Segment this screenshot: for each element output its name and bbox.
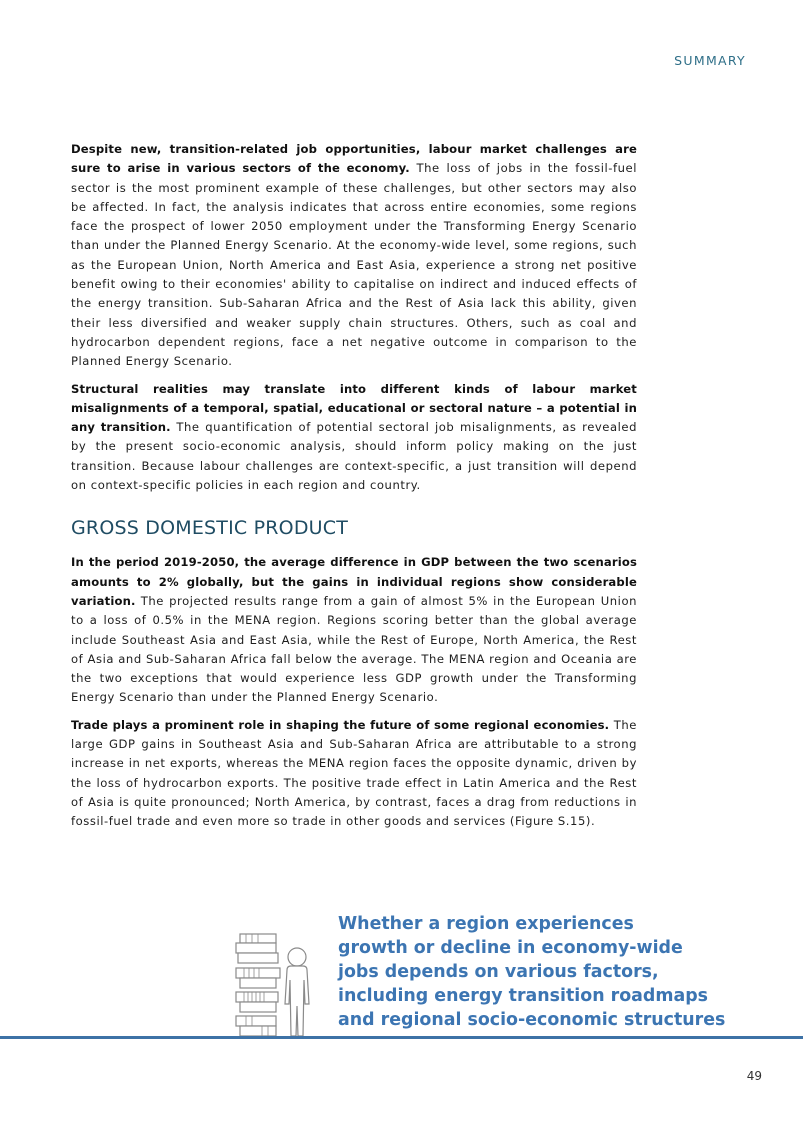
paragraph-lead: Structural realities may translate into different kinds of labour market misalignments of a temporal, spatial, educational or sectoral nature – a potential in any transition. <box>71 381 637 435</box>
section-heading-gdp: GROSS DOMESTIC PRODUCT <box>71 517 349 540</box>
pull-quote-line: jobs depends on various factors, <box>338 962 659 982</box>
paragraph-lead: Trade plays a prominent role in shaping the future of some regional economies. <box>71 717 610 732</box>
pull-quote <box>338 912 758 1032</box>
person-beside-stacked-books-icon <box>232 930 322 1040</box>
paragraph-misalignments <box>71 380 637 496</box>
paragraph-body: The loss of jobs in the fossil-fuel sector is the most prominent example of these challenges, but other sectors may also be affected. In fact, the analysis indicates that across entire economies, some regions face the prospect of lower 2050 employment under the Transforming Energy Scenario than under the Planned Energy Scenario. At the economy-wide level, some regions, such as the European Union, North America and East Asia, experience a strong net positive benefit owing to their economies' ability to capitalise on indirect and induced effects of the energy transition. Sub-Saharan Africa and the Rest of Asia lack this ability, given their less diversified and weaker supply chain structures. Others, such as coal and hydrocarbon dependent regions, face a net negative outcome in comparison to the Planned Energy Scenario. <box>71 161 637 369</box>
pull-quote-line: Whether a region experiences <box>338 914 634 934</box>
pull-quote-line: and regional socio-economic structures <box>338 1010 726 1030</box>
paragraph-trade <box>71 716 637 832</box>
paragraph-lead: In the period 2019-2050, the average difference in GDP between the two scenarios amounts to 2% globally, but the gains in individual regions show considerable variation. <box>71 555 637 608</box>
paragraph-gdp-difference <box>71 553 637 707</box>
paragraph-job-challenges <box>71 140 637 372</box>
page-number: 49 <box>746 1069 762 1083</box>
pull-quote-line: including energy transition roadmaps <box>338 986 709 1006</box>
paragraph-lead: Despite new, transition-related job opportunities, labour market challenges are sure to arise in various sectors of the economy. <box>71 142 637 176</box>
pull-quote-line: growth or decline in economy-wide <box>338 938 683 958</box>
paragraph-body: The projected results range from a gain of almost 5% in the European Union to a loss of 0.5% in the MENA region. Regions scoring better than the global average include Southeast Asia and East Asia, while the Rest of Europe, North America, the Rest of Asia and Sub-Saharan Africa fall below the average. The MENA region and Oceania are the two exceptions that would experience less GDP growth under the Transforming Energy Scenario than under the Planned Energy Scenario. <box>71 593 637 705</box>
paragraph-body: The large GDP gains in Southeast Asia and Sub-Saharan Africa are attributable to a strong increase in net exports, whereas the MENA region faces the opposite dynamic, driven by the loss of hydrocarbon exports. The positive trade effect in Latin America and the Rest of Asia is quite pronounced; North America, by contrast, faces a drag from reductions in fossil-fuel trade and even more so trade in other goods and services (Figure S.15). <box>71 717 637 829</box>
section-label: SUMMARY <box>674 53 746 68</box>
paragraph-body: The quantification of potential sectoral job misalignments, as revealed by the present socio-economic analysis, should inform policy making on the just transition. Because labour challenges are context-specific, a just transition will depend on context-specific policies in each region and country. <box>71 420 638 493</box>
horizontal-divider <box>0 1036 803 1039</box>
main-content <box>71 140 637 840</box>
